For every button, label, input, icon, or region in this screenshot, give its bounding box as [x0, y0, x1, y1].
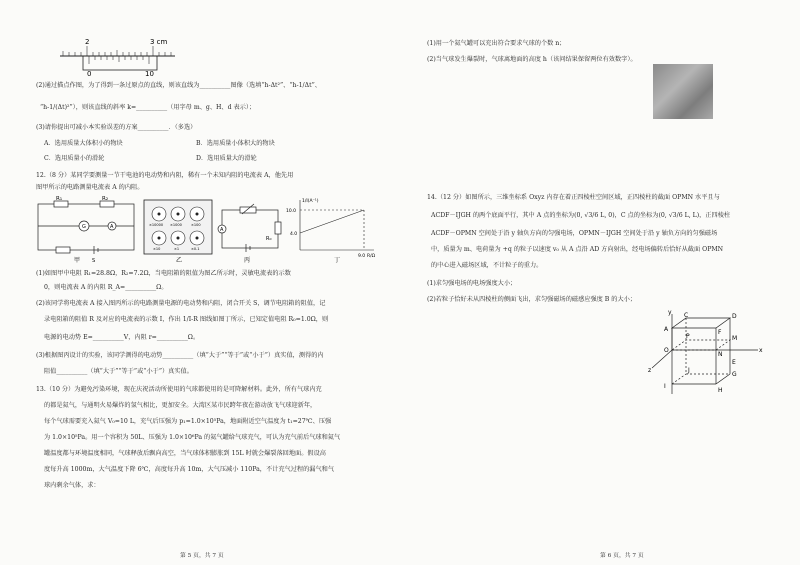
cube-label-c: C [684, 312, 689, 319]
q13-line1: 13.（10 分）为避免污染环境，现在庆祝活动所使用的气球都使用的是可降解材料。此外，所有气球内充 [36, 386, 322, 393]
q14-line3: ACDF－OPMN 空间处于沿 y 轴负方向的匀强电场，OPMN－IJGH 空间处于沿 y 轴负方向的匀强磁场 [431, 230, 718, 237]
q14-line1: 14.（12 分）如图所示，三维坐标系 Oxyz 内存在着正四棱柱空间区域，正四棱柱的截面 OPMN 水平且与 [427, 194, 720, 201]
vernier-label-0: 0 [87, 70, 92, 78]
ruler-label-3cm: 3 cm [150, 38, 168, 46]
q13-line6: 度每升高 1000m，大气温度下降 6℃，高度每升高 10m，大气压减小 110Pa，不计充气过程的漏气和气 [44, 466, 335, 473]
vernier-label-10: 10 [145, 70, 154, 78]
figure-a-label: 甲 [74, 257, 81, 264]
q13-line4: 为 1.0×10⁵Pa。用一个容积为 50L、压强为 1.0×10⁶Pa 的氦气罐给气球充气，可认为充气前后气球和氦气 [44, 434, 341, 441]
q13-line7: 球内剩余气体，求： [44, 482, 100, 489]
left-page-footer: 第 5 页，共 7 页 [180, 553, 224, 559]
figure-c-label: 丙 [244, 257, 251, 264]
vernier-ruler [55, 36, 185, 80]
q12-intro-line2: 图甲所示的电路测量电流表 A 的内阻。 [36, 184, 144, 191]
ruler-label-2: 2 [85, 38, 90, 46]
q11-option-c: C．选用质量小的滑轮 [44, 155, 105, 162]
q14-line4: 中，质量为 m、电荷量为 +q 的粒子以速度 v₀ 从 A 点沿 AD 方向射出，经电场偏转后恰好从截面 OPMN [431, 246, 724, 253]
q12-part3-line1: (3)根据图丙设计的实验，该同学测得的电动势__________（填“大于”“等于”或“小于”）真实值，测得的内 [36, 352, 324, 359]
q12-part2-line3: 电源的电动势 E=__________V，内阻 r=__________Ω。 [44, 334, 200, 341]
cube-label-h: H [718, 387, 723, 394]
q11-part3: (3)请你提出可减小本实验误差的方案__________．（多选） [36, 124, 197, 131]
label-s: S [92, 258, 96, 264]
graph-y-axis-label: 1/I(A⁻¹) [302, 199, 319, 204]
knob-label-2: ×1000 [170, 223, 182, 227]
cube-label-i: I [664, 383, 666, 390]
cube-label-d: D [732, 313, 737, 320]
q11-option-b: B．选用质量小体积大的物块 [196, 140, 275, 147]
cube-label-m: M [732, 335, 738, 342]
cube-label-f: F [718, 329, 722, 336]
right-page [410, 0, 800, 565]
knob-label-5: ×1 [174, 247, 180, 251]
cube-label-g: G [732, 371, 737, 378]
q11-option-d: D．选用质量大的滑轮 [196, 155, 257, 162]
circuit-figures [34, 196, 380, 264]
cube-label-y: y [668, 310, 672, 316]
label-r2: R₂ [102, 196, 109, 202]
knob-label-3: ×100 [191, 223, 201, 227]
q13-sub1: (1)用一个氦气罐可以充出符合要求气球的个数 n； [427, 40, 566, 47]
q14-part1: (1)求匀强电场的电场强度大小； [427, 280, 517, 287]
balloons-photo [653, 64, 713, 119]
cube-label-z: z [648, 367, 652, 374]
cube-label-a: A [664, 326, 669, 333]
q12-part1-line2: 0，则电流表 A 的内阻 R_A=__________Ω。 [44, 284, 168, 291]
figure-d-graph [300, 200, 374, 250]
q14-line5: 的中心进入磁场区域，不计粒子的重力。 [431, 262, 543, 269]
q13-line3: 每个气球需要充入氦气 V₀=10 L，充气后压强为 p₁=1.0×10⁵Pa，地面附近空气温度为 t₁=27℃、压强 [44, 418, 332, 425]
cube-label-n: N [718, 351, 723, 358]
figure-b-label: 乙 [176, 257, 183, 264]
label-r1: R₁ [56, 196, 63, 202]
figure-d-label: 丁 [334, 257, 341, 264]
q14-line2: ACDF－IJGH 的两个底面平行，其中 A 点的坐标为(0, √3/6 L, 0)，C 点的坐标为(0, √3/6 L, L)，正四棱柱 [431, 212, 731, 219]
knob-label-4: ×10 [153, 247, 161, 251]
cube-label-j: J [688, 367, 690, 374]
q12-part1-line1: (1)如图甲中电阻 R₁=28.8Ω，R₂=7.2Ω，当电阻箱的阻值为图乙所示时，灵敏电流表的示数 [36, 270, 291, 277]
knob-label-6: ×0.1 [191, 247, 200, 251]
label-ra: A [110, 224, 114, 230]
graph-y-tick-10: 10.0 [286, 209, 297, 214]
q13-line2: 的都是氦气，与通明火易爆炸的氢气相比，更加安全。大湾区某市民跨年夜在游动放飞气球迎新年， [44, 402, 317, 409]
q12-intro-line1: 12.（8 分）某同学要测量一节干电池的电动势和内阻，稀有一个未知内阻的电流表 A，他先用 [36, 172, 294, 179]
right-page-footer: 第 6 页，共 7 页 [600, 553, 644, 559]
figure-b-resistance-box [144, 200, 212, 254]
graph-y-tick-4: 4.0 [290, 232, 298, 237]
q11-part2-line1: (2)通过描点作图，为了得到一条过原点的直线，则该直线为__________图像（选填“h-Δt²”、“h-1/Δt”、 [36, 82, 321, 89]
knob-label-1: ×10000 [149, 223, 164, 227]
figure-c-circuit [218, 204, 281, 252]
cube-label-o: O [664, 347, 669, 354]
label-r0: R₀ [266, 236, 272, 242]
q11-part2-line2: “h-1/(Δt)²”），则该直线的斜率 k=__________（用字母 m、g、H、d 表示）； [40, 104, 256, 111]
q12-part2-line1: (2)该同学将电流表 A 接入图丙所示的电路测量电源的电动势和内阻，闭合开关 S，调节电阻箱的阻值，记 [36, 300, 326, 307]
graph-x-tick-9: 9.0 [358, 254, 366, 259]
graph-x-axis-label: R/Ω [367, 254, 376, 259]
q13-line5: 罐温度都与环境温度相同，气球释放后飘向高空，当气球体积膨胀到 15L 时就会爆裂落回地面。假设高 [44, 450, 326, 457]
figure-a-circuit [38, 201, 134, 254]
cube-label-p: P [686, 333, 690, 340]
q11-option-a: A．选用质量大体积小的物块 [44, 140, 123, 147]
cube-label-e: E [732, 359, 736, 366]
label-g: G [82, 224, 86, 230]
q12-part2-line2: 录电阻箱的阻值 R 及对应的电流表的示数 I，作出 1/I-R 图线如图丁所示，已知定值电阻 R₀=1.0Ω，则 [44, 316, 329, 323]
q12-part3-line2: 阻值__________（填“大于”“等于”或“小于”）真实值。 [44, 368, 193, 375]
cube-label-x: x [759, 347, 763, 354]
label-a-c: A [220, 227, 224, 233]
q13-sub2: (2)当气球发生爆裂时，气球离地面的高度 h（该问结果保留两位有效数字）。 [427, 56, 637, 63]
q14-part2: (2)若粒子恰好未从四棱柱的侧面飞出，求匀强磁场的磁感应强度 B 的大小； [427, 296, 637, 303]
prism-diagram [646, 310, 766, 398]
